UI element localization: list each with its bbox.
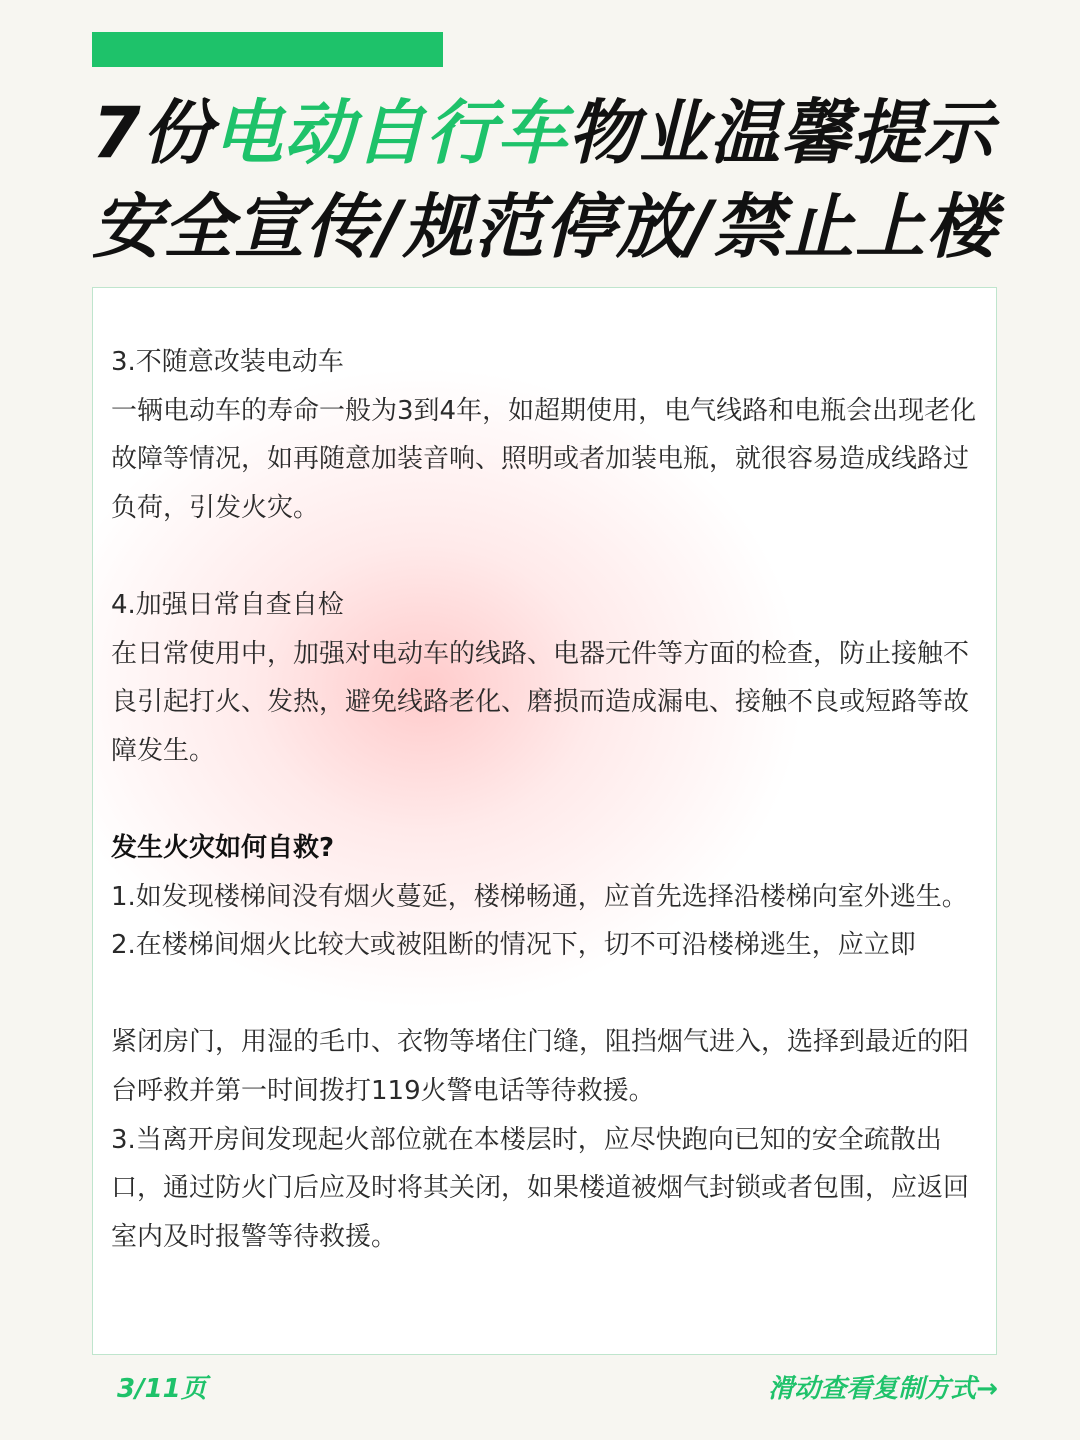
section-heading-self-check: 4.加强日常自查自检	[111, 589, 344, 620]
page-title-line-2: 安全宣传/规范停放/禁止上楼	[92, 186, 998, 268]
spacer	[111, 970, 986, 1019]
paragraph-escape-3: 3.当离开房间发现起火部位就在本楼层时，应尽快跑向已知的安全疏散出口，通过防火门后应及时将其关闭，如果楼道被烟气封锁或者包围，应返回室内及时报警等待救援。	[111, 1124, 970, 1252]
swipe-hint[interactable]: 滑动查看复制方式→	[768, 1374, 998, 1404]
section-heading-modification: 3.不随意改装电动车	[111, 347, 344, 377]
page-indicator: 3/11页	[117, 1374, 207, 1404]
title-accent: 电动自行车	[212, 92, 568, 174]
paragraph-escape-1: 1.如发现楼梯间没有烟火蔓延，楼梯畅通，应首先选择沿楼梯向室外逃生。	[111, 881, 968, 912]
content-body	[111, 338, 986, 1261]
paragraph-modification: 一辆电动车的寿命一般为3到4年，如超期使用，电气线路和电瓶会出现老化故障等情况，如再随意加装音响、照明或者加装电瓶，就很容易造成线路过负荷，引发火灾。	[111, 395, 977, 523]
spacer	[111, 775, 986, 824]
content-card	[92, 287, 997, 1355]
spacer	[111, 532, 986, 581]
paragraph-escape-2-cont: 紧闭房门，用湿的毛巾、衣物等堵住门缝，阻挡烟气进入，选择到最近的阳台呼救并第一时间拨打119火警电话等待救援。	[111, 1027, 970, 1106]
page-title-line-1	[92, 92, 994, 174]
section-heading-fire-escape: 发生火灾如何自救?	[111, 832, 335, 863]
top-accent-bar	[92, 32, 443, 67]
title-prefix: 7份	[92, 92, 213, 174]
paragraph-self-check: 在日常使用中，加强对电动车的线路、电器元件等方面的检查，防止接触不良引起打火、发热，避免线路老化、磨损而造成漏电、接触不良或短路等故障发生。	[111, 638, 970, 766]
paragraph-escape-2: 2.在楼梯间烟火比较大或被阻断的情况下，切不可沿楼梯逃生，应立即	[111, 930, 916, 961]
title-suffix: 物业温馨提示	[567, 92, 994, 174]
